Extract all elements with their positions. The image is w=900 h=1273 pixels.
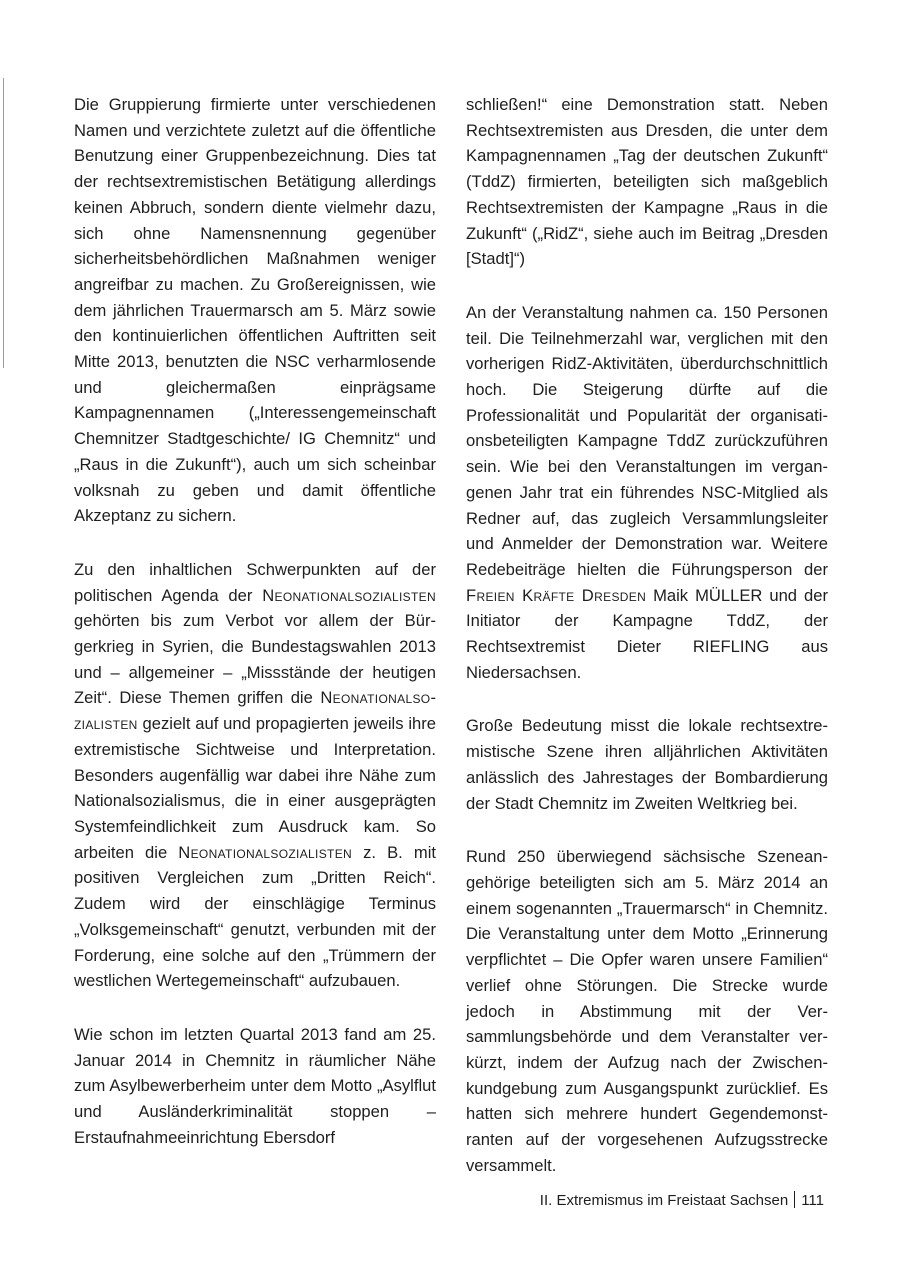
text-run: Maik MÜLLER und der Initiator der Kampagne TddZ, der Rechtsextremist Dieter RIEFLING aus Niedersachsen. <box>466 585 828 682</box>
small-caps-term: Neonationalsozialisten <box>74 688 436 734</box>
small-caps-term: Freien Kräfte Dresden <box>466 585 647 605</box>
left-column <box>74 92 436 1178</box>
text-run: An der Veranstaltung nahmen ca. 150 Personen teil. Die Teilnehmerzahl war, verglichen mit den vorherigen RidZ-Aktivitäten, überdurchschnittlich hoch. Die Steigerung dürfte auf die Professionalität und Popularität der organisationsbeteiligten Kampagne TddZ zurückzuführen sein. Wie bei den Veranstaltungen im vergangenen Jahr trat ein führendes NSC-Mitglied als Redner auf, das zugleich Versammlungsleiter und Anmelder der Demonstration war. Weitere Redebeiträge hielten die Führungsperson der <box>466 302 828 579</box>
paragraph <box>74 557 436 994</box>
small-caps-term: Neonationalsozialisten <box>262 585 436 605</box>
paragraph: Große Bedeutung misst die lokale rechtsextremistische Szene ihren alljährlichen Aktivitäten anlässlich des Jahrestages der Bombardierung der Stadt Chemnitz im Zweiten Weltkrieg bei. <box>466 716 828 813</box>
right-column <box>466 92 828 1206</box>
text-run: z. B. mit positiven Vergleichen zum „Dritten Reich“. Zudem wird der einschlägige Terminus „Volksgemeinschaft“ genutzt, verbunden mit der Forderung, eine solche auf den „Trümmern der westlichen Wertegemeinschaft“ aufzubauen. <box>74 842 436 991</box>
small-caps-term: Neonationalsozialisten <box>178 842 353 862</box>
paragraph: Wie schon im letzten Quartal 2013 fand am 25. Januar 2014 in Chemnitz in räumlicher Nähe zum Asylbewerberheim unter dem Motto „Asylflut und Ausländerkriminalität stoppen – Erstaufnahmeeinrichtung Ebersdorf <box>74 1024 436 1147</box>
text-run: gehörten bis zum Verbot vor allem der Bürgerkrieg in Syrien, die Bundestagswahlen 2013 und – allgemeiner – „Missstände der heutigen Zeit“. Diese Themen griffen die <box>74 611 436 708</box>
paragraph: Rund 250 überwiegend sächsische Szeneangehörige beteiligten sich am 5. März 2014 an einem sogenannten „Trauermarsch“ in Chemnitz. Die Veranstaltung unter dem Motto „Erinnerung verpflichtet – Die Opfer waren unsere Familien“ verlief ohne Störungen. Die Strecke wurde jedoch in Abstimmung mit der Versammlungsbehörde und dem Veranstalter verkürzt, indem der Aufzug nach der Zwischenkundgebung zum Ausgangspunkt zurücklief. Es hatten sich mehrere hundert Gegendemonstranten auf der vorgesehenen Aufzugsstrecke versammelt. <box>466 847 828 1175</box>
text-run: gezielt auf und propagierten jeweils ihre extremistische Sichtweise und Interpretation. Besonders augenfällig war dabei ihre Nähe zum Nationalsozialismus, die in einer ausgeprägten Systemfeindlichkeit zum Ausdruck kam. So arbeiten die <box>74 714 436 862</box>
paragraph: Die Gruppierung firmierte unter verschiedenen Namen und verzichtete zuletzt auf die öffentliche Benutzung einer Gruppenbezeichnung. Dies tat der rechtsextremistischen Betätigung allerdings keinen Abbruch, sondern diente vielmehr dazu, sich ohne Namensnennung gegenüber sicherheitsbehördlichen Maßnahmen weniger angreifbar zu machen. Zu Großereignissen, wie dem jährlichen Trauermarsch am 5. März sowie den kontinuierlichen öffentlichen Auftritten seit Mitte 2013, benutzten die NSC verharmlosende und gleichermaßen einprägsame Kampagnennamen („Interessengemeinschaft Chemnitzer Stadtgeschichte/ IG Chemnitz“ und „Raus in die Zukunft“), auch um sich scheinbar volksnah zu geben und damit öffentliche Akzeptanz zu sichern. <box>74 95 436 526</box>
text-run: Zu den inhaltlichen Schwerpunkten auf der politischen Agenda der <box>74 559 436 605</box>
margin-rule <box>3 78 4 368</box>
paragraph: schließen!“ eine Demonstration statt. Neben Rechtsextremisten aus Dresden, die unter dem Kampagnennamen „Tag der deutschen Zukunft“ (TddZ) firmierten, beteiligten sich maßgeblich Rechtsextremisten der Kampagne „Raus in die Zukunft“ („RidZ“, siehe auch im Beitrag „Dresden [Stadt]“) <box>466 95 828 269</box>
paragraph <box>466 300 828 686</box>
page-footer <box>540 1191 824 1211</box>
footer-section-title: II. Extremismus im Freistaat Sachsen <box>539 1192 789 1209</box>
page-number: 111 <box>801 1192 824 1209</box>
footer-separator <box>794 1191 795 1208</box>
